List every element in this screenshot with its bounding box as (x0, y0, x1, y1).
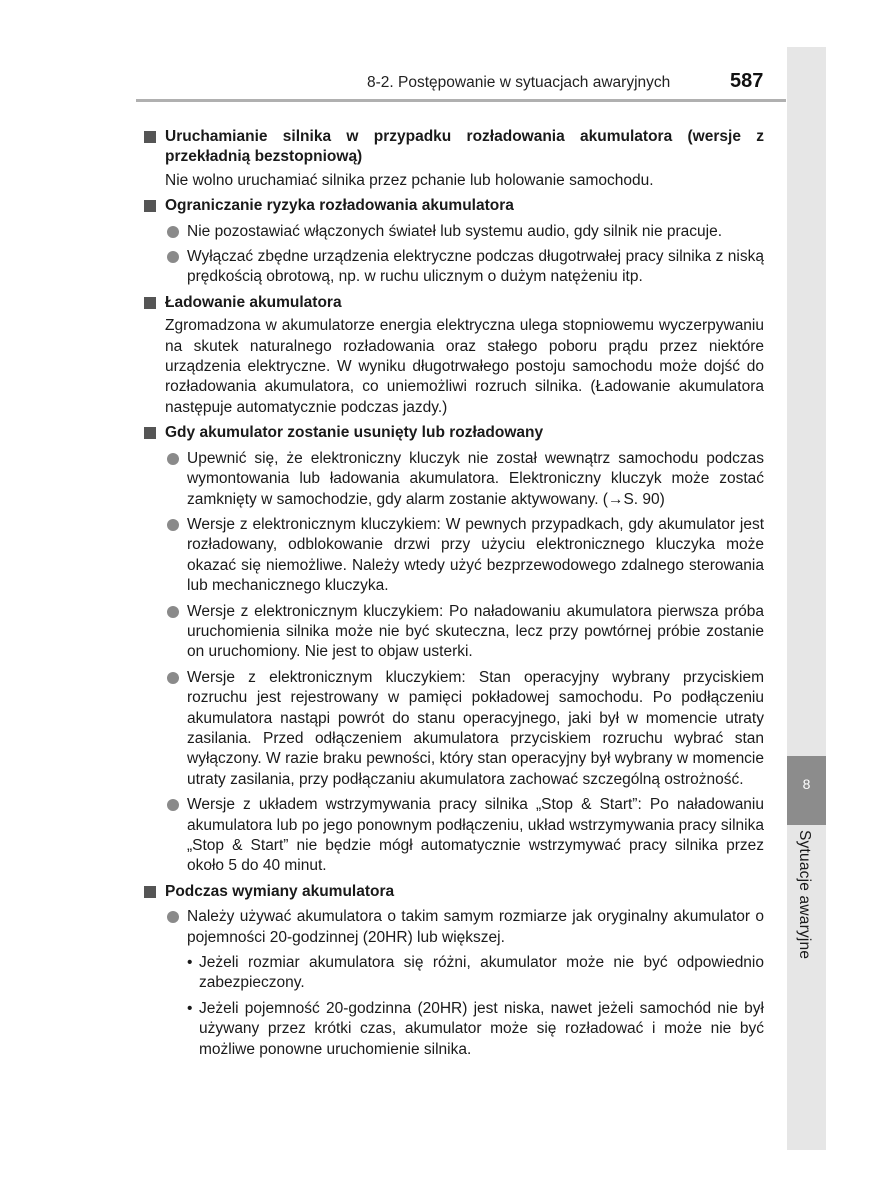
circle-bullet-icon (167, 799, 179, 811)
list-item-text: Wersje z układem wstrzymywania pracy silnika „Stop & Start”: Po naładowaniu akumulatora lub po jego ponownym podłączeniu, układ wstrzymywania pracy silnika „Stop & Start” nie będzie mógł automatycznie wstrzymywać pracy silnika przez około 5 do 40 minut. (187, 796, 764, 875)
circle-bullet-icon (167, 453, 179, 465)
section-title-text: Ładowanie akumulatora (165, 293, 342, 311)
chapter-label: Sytuacje awaryjne (796, 830, 813, 960)
section-title (144, 127, 764, 168)
section-title-text: Ograniczanie ryzyka rozładowania akumulatora (165, 197, 514, 215)
section-paragraph: Zgromadzona w akumulatorze energia elektryczna ulega stopniowemu wyczerpywaniu na skutek naturalnego rozładowania oraz stałego poboru prądu przez niektóre urządzenia elektryczne. W wyniku długotrwałego postoju samochodu może dojść do rozładowania akumulatora, co uniemożliwi rozruch silnika. (Ładowanie akumulatora następuje automatycznie podczas jazdy.) (165, 317, 764, 416)
list-item (144, 907, 764, 948)
dot-bullet-icon: • (187, 999, 193, 1017)
section (144, 127, 764, 191)
page-number: 587 (730, 70, 764, 92)
page-content (144, 124, 764, 1065)
sub-list-item-text: Jeżeli rozmiar akumulatora się różni, akumulator może nie być odpowiednio zabezpieczony. (199, 954, 764, 992)
section (144, 423, 764, 877)
list-item (144, 222, 764, 242)
list-item-text: Wyłączać zbędne urządzenia elektryczne podczas długotrwałej pracy silnika z niską prędkością obrotową, np. w ruchu ulicznym o dużym natężeniu itp. (187, 248, 764, 286)
section (144, 293, 764, 418)
list-item-text: Należy używać akumulatora o takim samym rozmiarze jak oryginalny akumulator o pojemności 20-godzinnej (20HR) lub większej. (187, 908, 764, 946)
header-divider (136, 99, 786, 102)
list-item (144, 449, 764, 510)
square-bullet-icon (144, 427, 156, 439)
list-item-text: Wersje z elektronicznym kluczykiem: Stan operacyjny wybrany przyciskiem rozruchu jest rejestrowany w pamięci pokładowej samochodu. Po podłączeniu akumulatora nastąpi powrót do stanu operacyjnego, jaki był w momencie utraty zasilania. Przed odłączeniem akumulatora przyciskiem rozruchu wybrać stan wyłączony. W razie braku pewności, który stan operacyjny był wybrany w momencie utraty zasilania, przy podłączaniu akumulatora zachować szczególną ostrożność. (187, 668, 764, 788)
section-title-text: Podczas wymiany akumulatora (165, 882, 395, 900)
section (144, 196, 764, 288)
list-item (144, 247, 764, 288)
square-bullet-icon (144, 297, 156, 309)
circle-bullet-icon (167, 226, 179, 238)
list-item-text: Wersje z elektronicznym kluczykiem: W pewnych przypadkach, gdy akumulator jest rozładowany, odblokowanie drzwi przy użyciu elektronicznego kluczyka może okazać się niemożliwe. Należy wtedy użyć bezprzewodowego zdalnego sterowania lub mechanicznego kluczyka. (187, 515, 764, 595)
section (144, 882, 764, 1060)
circle-bullet-icon (167, 606, 179, 618)
list-item-text: Nie pozostawiać włączonych świateł lub systemu audio, gdy silnik nie pracuje. (187, 222, 723, 240)
square-bullet-icon (144, 886, 156, 898)
list-item (144, 795, 764, 877)
list-item (144, 515, 764, 597)
list-item (144, 668, 764, 790)
square-bullet-icon (144, 131, 156, 143)
chapter-number: 8 (802, 776, 811, 792)
sub-list-item-text: Jeżeli pojemność 20-godzinna (20HR) jest niska, nawet jeżeli samochód nie był używany przez krótki czas, akumulator może się rozładować i może nie być możliwe ponowne uruchomienie silnika. (199, 999, 764, 1058)
list-item (144, 602, 764, 663)
section-paragraph: Nie wolno uruchamiać silnika przez pchanie lub holowanie samochodu. (165, 171, 654, 189)
dot-bullet-icon: • (187, 954, 193, 972)
section-title (144, 196, 764, 216)
sub-list-item (144, 953, 764, 994)
header-title: 8-2. Postępowanie w sytuacjach awaryjnych (367, 74, 671, 91)
section-title-text: Gdy akumulator zostanie usunięty lub rozładowany (165, 424, 544, 442)
section-title (144, 423, 764, 443)
circle-bullet-icon (167, 519, 179, 531)
circle-bullet-icon (167, 251, 179, 263)
list-item-text: Wersje z elektronicznym kluczykiem: Po naładowaniu akumulatora pierwsza próba uruchomienia silnika może nie być skuteczna, lecz przy powtórnej próbie zostanie on uruchomiony. Nie jest to objaw usterki. (187, 602, 764, 661)
circle-bullet-icon (167, 672, 179, 684)
sub-list-item (144, 999, 764, 1060)
section-title (144, 882, 764, 902)
circle-bullet-icon (167, 911, 179, 923)
side-tab (787, 47, 826, 1150)
list-item-text: Upewnić się, że elektroniczny kluczyk nie został wewnątrz samochodu podczas wymontowania lub ładowania akumulatora. Elektroniczny kluczyk może zostać zamknięty w samochodzie, gdy alarm zostanie aktywowany. (→S. 90) (187, 449, 764, 508)
square-bullet-icon (144, 200, 156, 212)
section-title (144, 293, 764, 313)
section-title-text: Uruchamianie silnika w przypadku rozładowania akumulatora (wersje z przekładnią bezstopniową) (165, 128, 764, 166)
